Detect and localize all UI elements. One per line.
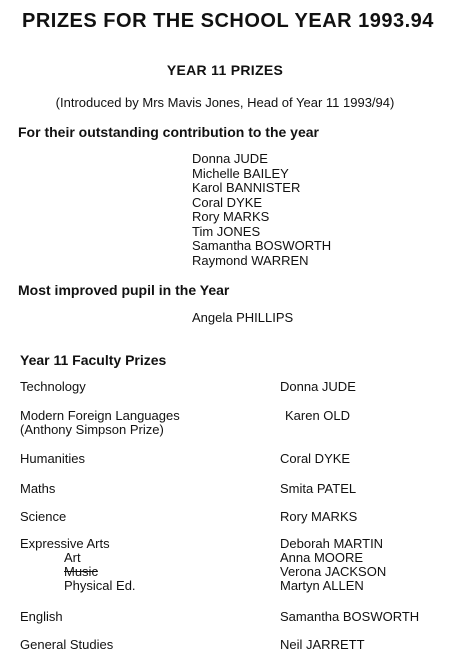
introduction-line: (Introduced by Mrs Mavis Jones, Head of Year 11 1993/94) [55,95,395,110]
prize-winner-name: Samantha BOSWORTH [280,609,420,624]
prize-winner [280,537,386,593]
document-title: PRIZES FOR THE SCHOOL YEAR 1993.94 [22,10,434,32]
section-title: YEAR 11 PRIZES [166,62,284,78]
contribution-name: Samantha BOSWORTH [192,238,332,253]
contribution-name: Donna JUDE [192,151,268,166]
prize-winner [280,638,365,652]
prize-subject [20,610,63,624]
contribution-name-list [192,152,331,268]
prize-winner-name: Coral DYKE [280,451,351,466]
prize-subject-line: Science [20,509,67,524]
prize-winner-name: Karen OLD [285,408,351,423]
prize-subject-line: Music [64,564,98,579]
prize-winner-name: Neil JARRETT [280,637,365,652]
prize-subject-line: Maths [20,481,56,496]
prize-winner [285,409,350,423]
prize-winner [280,482,356,496]
prize-subject [20,638,113,652]
prize-winner-name: Deborah MARTIN [280,536,384,551]
prize-subject-line: Technology [20,379,86,394]
prize-winner-name: Smita PATEL [280,481,357,496]
prize-winner [280,510,357,524]
contribution-name: Tim JONES [192,223,261,239]
prize-subject [20,482,55,496]
contribution-name: Raymond WARREN [192,252,309,268]
prize-subject-line: Humanities [20,451,86,466]
contribution-name: Rory MARKS [192,209,270,224]
prize-winner [280,380,356,394]
prize-subject-line: Physical Ed. [64,578,136,593]
faculty-prizes-heading: Year 11 Faculty Prizes [20,352,167,368]
prize-winner-name: Martyn ALLEN [280,578,364,593]
prize-winner-name: Rory MARKS [280,509,358,524]
contribution-name: Karol BANNISTER [192,180,301,195]
prize-winner-name: Verona JACKSON [280,564,387,579]
prize-winner [280,610,419,624]
prize-subject [20,537,136,593]
prize-winner-name: Anna MOORE [280,550,364,565]
prize-subject-line: (Anthony Simpson Prize) [20,422,164,437]
prize-subject [20,510,66,524]
prize-subject [20,380,86,394]
most-improved-heading: Most improved pupil in the Year [18,282,230,298]
prize-subject-line: General Studies [20,637,114,652]
contribution-heading: For their outstanding contribution to the year [18,124,319,140]
contribution-name: Coral DYKE [192,194,263,210]
prize-subject [20,409,180,437]
prize-subject-line: English [20,609,63,624]
prize-subject-line: Modern Foreign Languages [20,408,180,423]
prize-winner [280,452,350,466]
prize-subject-line: Art [64,550,81,565]
most-improved-name: Angela PHILLIPS [192,310,294,325]
prize-subject [20,452,85,466]
prize-winner-name: Donna JUDE [280,379,356,394]
contribution-name: Michelle BAILEY [192,165,289,181]
prize-subject-line: Expressive Arts [20,536,110,551]
